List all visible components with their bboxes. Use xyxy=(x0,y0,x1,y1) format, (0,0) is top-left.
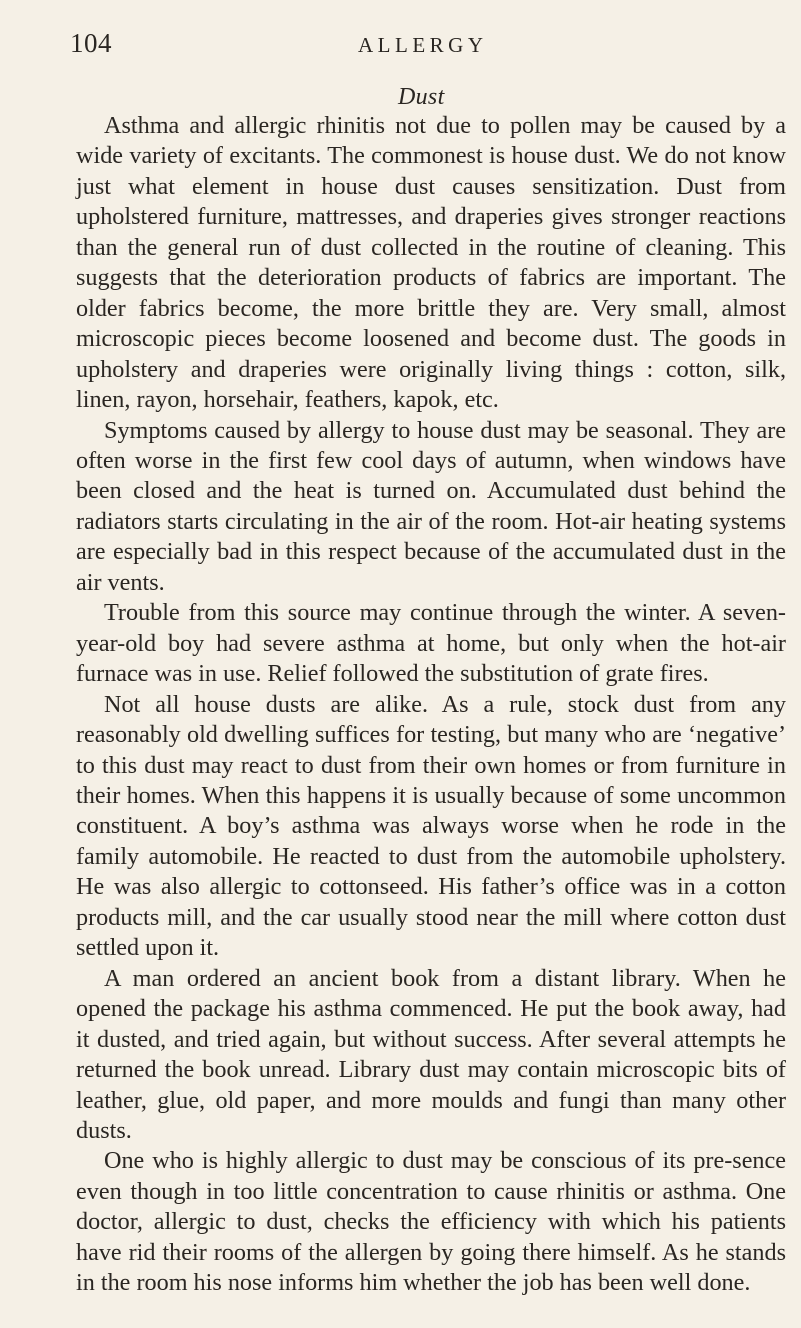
paragraph: Not all house dusts are alike. As a rule, stock dust from any reasonably old dwelling suffices for testing, but many who are ‘negative’ to this dust may react to dust from their own homes or from furniture in their homes. When this happens it is usually because of some uncommon constituent. A boy’s asthma was always worse when he rode in the family automobile. He reacted to dust from the automobile upholstery. He was also allergic to cottonseed. His father’s office was in a cotton products mill, and the car usually stood near the mill where cotton dust settled upon it. xyxy=(76,690,786,962)
body-text xyxy=(76,111,786,1299)
paragraph: One who is highly allergic to dust may be conscious of its pre-sence even though in too little concentration to cause rhinitis or asthma. One doctor, allergic to dust, checks the efficiency with which his patients have rid their rooms of the allergen by going there himself. As he stands in the room his nose informs him whether the job has been well done. xyxy=(76,1147,786,1297)
paragraph: A man ordered an ancient book from a distant library. When he opened the package his asthma commenced. He put the book away, had it dusted, and tried again, but without success. After several attempts he returned the book unread. Library dust may contain microscopic bits of leather, glue, old paper, and more moulds and fungi than many other dusts. xyxy=(76,964,786,1144)
running-head: ALLERGY xyxy=(358,33,488,57)
page-number: 104 xyxy=(70,28,112,58)
paragraph: Asthma and allergic rhinitis not due to pollen may be caused by a wide variety of excitants. The commonest is house dust. We do not know just what element in house dust causes sensitization. Dust from upholstered furniture, mattresses, and draperies gives stronger reactions than the general run of dust collected in the routine of cleaning. This suggests that the deterioration products of fabrics are important. The older fabrics become, the more brittle they are. Very small, almost microscopic pieces become loosened and become dust. The goods in upholstery and draperies were originally living things : cotton, silk, linen, rayon, horsehair, feathers, kapok, etc. xyxy=(76,112,786,414)
paragraph: Trouble from this source may continue through the winter. A seven-year-old boy had severe asthma at home, but only when the hot-air furnace was in use. Relief followed the substitution of grate fires. xyxy=(76,599,786,688)
paragraph: Symptoms caused by allergy to house dust may be seasonal. They are often worse in the first few cool days of autumn, when windows have been closed and the heat is turned on. Accumulated dust behind the radiators starts circulating in the air of the room. Hot-air heating systems are especially bad in this respect because of the accumulated dust in the air vents. xyxy=(76,416,786,596)
section-title: Dust xyxy=(398,84,445,110)
